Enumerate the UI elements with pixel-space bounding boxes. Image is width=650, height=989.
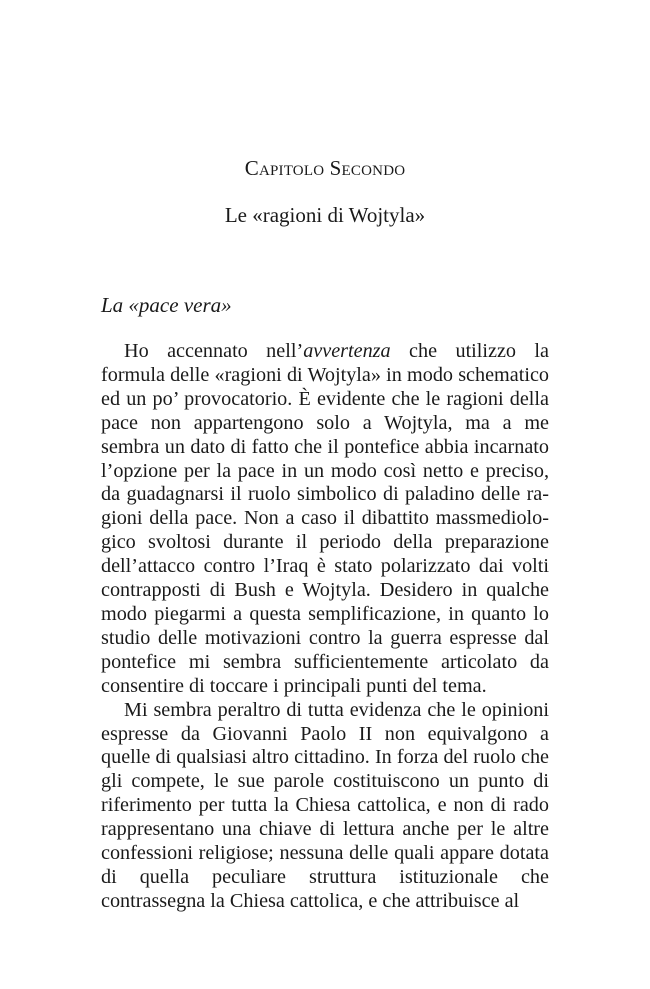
chapter-title: Le «ragioni di Wojtyla» <box>224 203 426 227</box>
paragraph-1 <box>101 340 549 699</box>
paragraph-2: Mi sembra peraltro di tutta evidenza che le opinioni espresse da Giovanni Paolo II non equivalgono a quelle di qualsiasi altro cittadino. In forza del ruolo che gli compete, le sue parole costituiscono un punto di riferimento per tutta la Chiesa cattolica, e non di rado rappresentano una chiave di lettura anche per le altre confessioni religiose; nessuna delle quali appare dotata di quella peculiare struttura istituzionale che contrassegna la Chiesa cattolica, e che attribuisce al <box>101 698 549 912</box>
section-heading: La «pace vera» <box>101 293 232 317</box>
chapter-label: Capitolo Secondo <box>244 156 406 180</box>
body-text <box>101 340 549 914</box>
paragraph-1-start: Ho accennato nell’ <box>124 340 304 362</box>
emphasis-avvertenza: avvertenza <box>303 340 391 362</box>
paragraph-1-rest: che utilizzo la formula delle «ragioni di Wojtyla» in modo schematico ed un po’ provocatorio. È evidente che le ragioni della pace non appartengono solo a Wojtyla, ma a me sembra un dato di fatto che il pontefice abbia incarnato l’opzione per la pace in un modo così netto e preciso, da guadagnarsi il ruolo simbolico di paladino delle ragioni della pace. Non a caso il dibattito massmediologico svoltosi durante il periodo della preparazione dell’attacco contro l’Iraq è stato polarizzato dai volti contrapposti di Bush e Wojtyla. Desidero in qualche modo piegarmi a questa semplificazione, in quanto lo studio delle motivazioni contro la guerra espresse dal pontefice mi sembra sufficientemente articolato da consentire di toccare i principali punti del tema. <box>101 340 549 697</box>
